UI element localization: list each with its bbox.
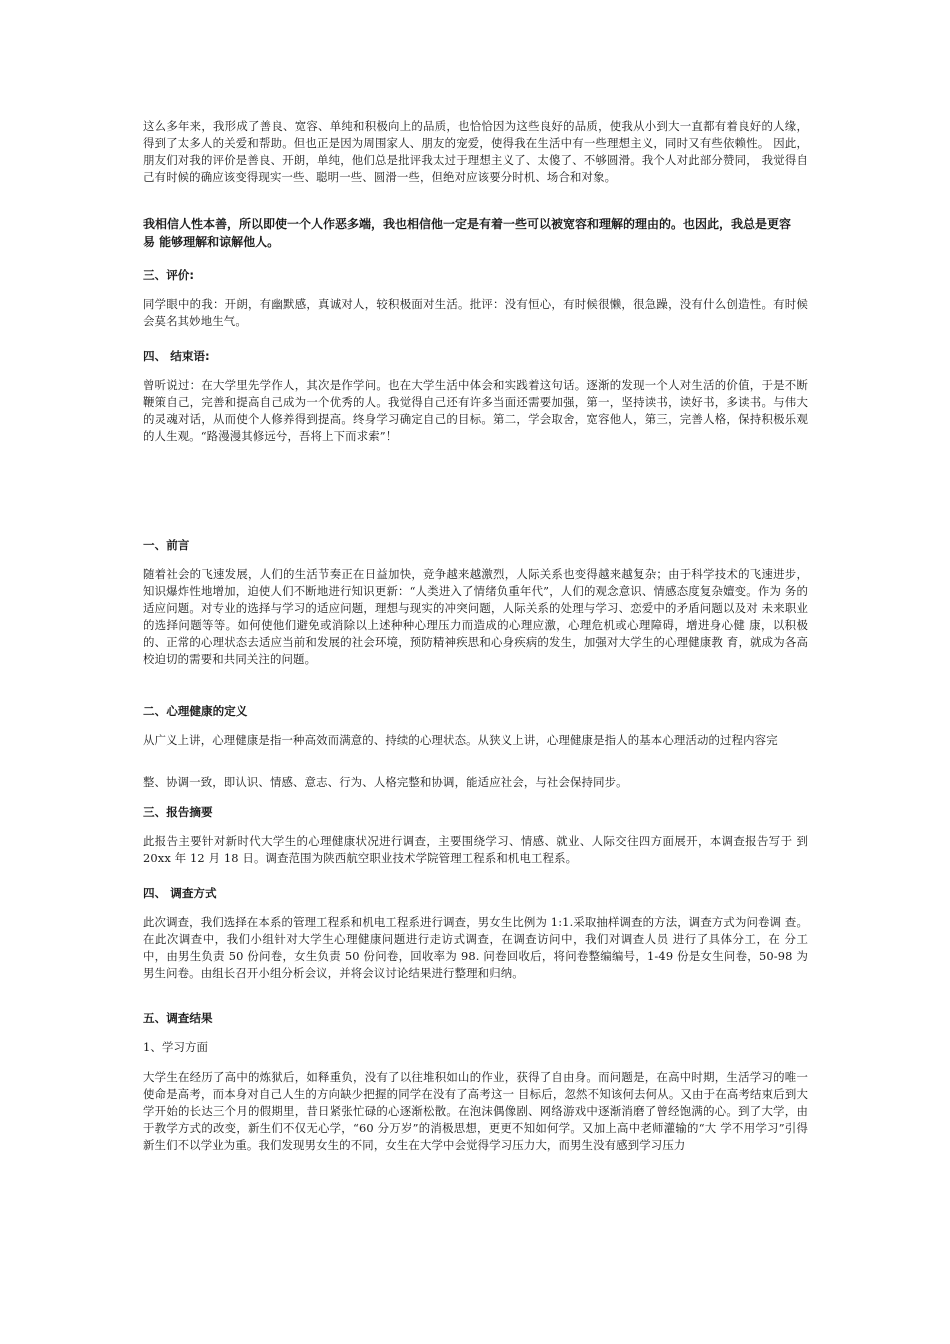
bold-paragraph: 我相信人性本善，所以即使一个人作恶多端，我也相信他一定是有着一些可以被宽容和理解的理由的。也因此，我总是更容易 能够理解和谅解他人。 (143, 217, 792, 249)
heading-preface: 一、前言 (143, 538, 190, 552)
heading-conclusion: 四、 结束语: (143, 349, 210, 363)
results-paragraph: 大学生在经历了高中的炼狱后，如释重负，没有了以往堆积如山的作业，获得了自由身。而问题是，在高中时期，生活学习的唯一使命是高考，而本身对自己人生的方向缺少把握的同学在没有了高考这一 目标后，忽然不知该何去何从。又由于在高考结束后到大学开始的长达三个月的假期里，昔日紧张忙碌的心逐渐松散。在泡沫偶像剧、网络游戏中逐渐消磨了曾经饱满的心。到了大学，由于教学方式的改变，新生们不仅无心学，“60 分万岁”的消极思想，更更不知如何学。又加上高中老师灌输的“大 学不用学习”引得新生们不以学业为重。我们发现男女生的不同，女生在大学中会觉得学习压力大，而男生没有感到学习压力 (143, 1070, 808, 1152)
preface-paragraph: 随着社会的飞速发展，人们的生活节奏正在日益加快，竞争越来越激烈，人际关系也变得越来越复杂；由于科学技术的飞速进步， 知识爆炸性地增加，迫使人们不断地进行知识更新：“人类进入了情绪负重年代”，人们的观念意识、情感态度复杂嬗变。作为 务的适应问题。对专业的选择与学习的适应问题，理想与现实的冲突问题，人际关系的处理与学习、恋爱中的矛盾问题以及对 未来职业的选择问题等等。如何使他们避免或消除以上述种种心理压力而造成的心理应激，心理危机或心理障碍，增进身心健 康，以积极的、正常的心理状态去适应当前和发展的社会环境，预防精神疾思和心身疾病的发生，加强对大学生的心理健康教 育，就成为各高校迫切的需要和共同关注的问题。 (143, 567, 808, 666)
evaluation-paragraph: 同学眼中的我：开朗，有幽默感，真诚对人，较积极面对生活。批评：没有恒心，有时候很懒，很急躁，没有什么创造性。有时候会莫名其妙地生气。 (143, 297, 808, 328)
heading-method: 四、 调查方式 (143, 886, 217, 900)
definition-paragraph-line2: 整、协调一致，即认识、情感、意志、行为、人格完整和协调，能适应社会，与社会保持同步。 (143, 775, 628, 789)
conclusion-paragraph: 曾听说过：在大学里先学作人，其次是作学问。也在大学生活中体会和实践着这句话。逐渐的发现一个人对生活的价值，于是不断鞭策自己，完善和提高自己成为一个优秀的人。我觉得自己还有许多当面还需要加强，第一，坚持读书，读好书，多读书。与伟大的灵魂对话，从而使个人修养得到提高。终身学习确定自己的目标。第二，学会取舍，宽容他人，第三，完善人格，保持积极乐观的人生观。“路漫漫其修远兮，吾将上下而求索”！ (143, 378, 808, 443)
heading-summary: 三、报告摘要 (143, 805, 213, 819)
intro-paragraph: 这么多年来，我形成了善良、宽容、单纯和积极向上的品质，也恰恰因为这些良好的品质，使我从小到大一直都有着良好的人缘，得到了太多人的关爱和帮助。但也正是因为周围家人、朋友的宠爱，使得我在生活中有一些理想主义，同时又有些依赖性。 因此，朋友们对我的评价是善良、开朗，单纯，他们总是批评我太过于理想主义了、太傻了、不够圆滑。我个人对此部分赞同， 我觉得自己有时候的确应该变得现实一些、聪明一些、圆滑一些，但绝对应该要分时机、场合和对象。 (143, 119, 808, 184)
method-paragraph: 此次调查，我们选择在本系的管理工程系和机电工程系进行调查，男女生比例为 1:1.采取抽样调查的方法，调查方式为问卷调 查。在此次调查中，我们小组针对大学生心理健康问题进行走访式调查，在调查访问中，我们对调查人员 进行了具体分工，在 分工中，由男生负责 50 份问卷，女生负责 50 份问卷，回收率为 98. 问卷回收后，将问卷整编编号，1-49 份是女生问卷，50-98 为男生问卷。由组长召开小组分析会议，并将会议讨论结果进行整理和归纳。 (143, 915, 808, 980)
summary-paragraph: 此报告主要针对新时代大学生的心理健康状况进行调查，主要围绕学习、情感、就业、人际交往四方面展开，本调查报告写于 到 20xx 年 12 月 18 日。调查范围为陕西航空职业技术学院管理工程系和机电工程系。 (143, 834, 808, 865)
heading-results: 五、调查结果 (143, 1011, 213, 1025)
results-subheading: 1、学习方面 (143, 1040, 209, 1054)
definition-paragraph-line1: 从广义上讲，心理健康是指一种高效而满意的、持续的心理状态。从狭义上讲，心理健康是指人的基本心理活动的过程内容完 (143, 733, 778, 747)
heading-evaluation: 三、评价: (143, 268, 195, 282)
heading-definition: 二、心理健康的定义 (143, 704, 248, 718)
